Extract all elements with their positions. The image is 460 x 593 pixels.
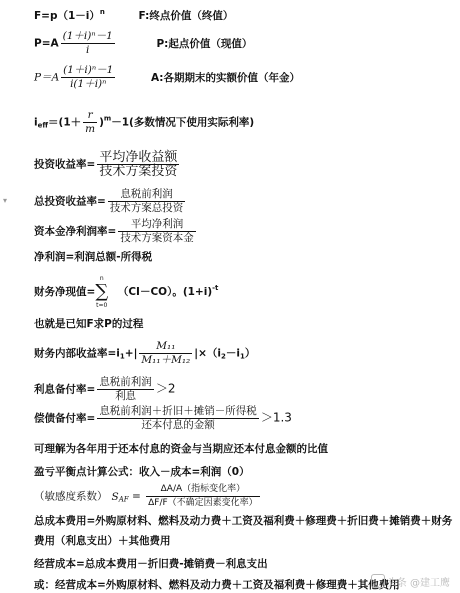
fraction: $\frac{\text{(1＋i)ⁿ－1}}{i}$	[62, 30, 113, 56]
side-marker-icon: ▾	[3, 196, 8, 205]
formula-debt-coverage: 偿债备付率= $\frac{\text{息税前利润＋折旧＋摊销－所得税}}{\text{还本付息的金额}}$ ＞1.3	[34, 405, 292, 431]
future-value-desc: F:终点价值（终值）	[138, 10, 234, 22]
formula-annuity-present: P＝A $\frac{\text{(1＋i)ⁿ－1}}{\text{i(1＋i)ⁿ}}$ A:各期期末的实额价值（年金）	[34, 64, 301, 90]
formula-net-profit: 净利润=利润总额-所得税	[34, 251, 153, 263]
formula-total-investment-return: 总投资收益率= $\frac{\text{息税前利润}}{\text{技术方案总投资}}$	[34, 188, 184, 214]
formula-sensitivity: （敏感度系数） $S_{AF}$ = $\frac{\text{ΔA/A（指标变化率）}}{\text{ΔF/F（不确定因素变化率）}}$	[34, 484, 258, 508]
annuity-desc: A:各期期末的实额价值（年金）	[150, 71, 301, 84]
fraction: $\frac{\text{息税前利润}}{\text{技术方案总投资}}$	[109, 188, 184, 214]
fraction: $\frac{\text{平均净利润}}{\text{技术方案资本金}}$	[120, 218, 194, 244]
formula-operating-cost-alt: 或：经营成本=外购原材料、燃料及动力费＋工资及福利费＋修理费＋其他费用	[34, 579, 400, 591]
formula-future-value: $F=p(1-i)^n$ F:终点价值（终值）	[34, 8, 234, 22]
fraction: $\frac{r}{m}$	[85, 109, 96, 135]
formula-capital-net-profit: 资本金净利润率= $\frac{\text{平均净利润}}{\text{技术方案资本金}}$	[34, 218, 194, 244]
formula-firr: 财务内部收益率$=i_1+|$ $\frac{\text{M₁₁}}{\text{M₁₁＋M₁₂}}$ $|\times(i_2-i_1)$	[34, 340, 256, 366]
formula-fnpv: 财务净现值= n ∑ t=0 （CI－CO）。$(1+i)^{-t}$	[34, 275, 219, 309]
formula-interest-coverage: 利息备付率= $\frac{\text{息税前利润}}{\text{利息}}$ ＞2	[34, 376, 176, 402]
fraction: $\frac{\text{(1＋i)ⁿ－1}}{\text{i(1＋i)ⁿ}}$	[63, 64, 114, 90]
fraction: $\frac{\text{ΔA/A（指标变化率）}}{\text{ΔF/F（不确定因素变化率）}}$	[148, 484, 258, 508]
watermark-icon	[371, 574, 385, 588]
formula-operating-cost: 经营成本=总成本费用－折旧费-摊销费－利息支出	[34, 558, 268, 570]
formula-effective-rate: $i_{eff}=(1+$ $\frac{r}{m}$ )$^m$－1(多数情况下使用实际利率)	[34, 109, 255, 135]
watermark: 头条 @建工鹰	[371, 574, 450, 589]
formula-total-cost-line1: 总成本费用=外购原材料、燃料及动力费＋工资及福利费＋修理费＋折旧费＋摊销费＋财务	[34, 515, 453, 527]
formula-investment-return: 投资收益率= $\frac{\text{平均净收益额}}{\text{技术方案投资}}$	[34, 150, 178, 179]
sum-symbol: n ∑ t=0	[95, 275, 109, 309]
fraction: $\frac{\text{息税前利润＋折旧＋摊销－所得税}}{\text{还本付息的金额}}$	[99, 405, 257, 431]
fraction: $\frac{\text{M₁₁}}{\text{M₁₁＋M₁₂}}$	[141, 340, 191, 366]
note-debt-coverage: 可理解为各年用于还本付息的资金与当期应还本付息金额的比值	[34, 443, 328, 455]
note-inverse: 也就是已知F求P的过程	[34, 318, 144, 330]
formula-breakeven: 盈亏平衡点计算公式：收入－成本=利润（0）	[34, 466, 250, 478]
formula-annuity-future: P=A $\frac{\text{(1＋i)ⁿ－1}}{i}$ P:起点价值（现值）	[34, 30, 253, 56]
fraction: $\frac{\text{息税前利润}}{\text{利息}}$	[99, 376, 152, 402]
fraction: $\frac{\text{平均净收益额}}{\text{技术方案投资}}$	[99, 150, 178, 179]
formula-total-cost-line2: 费用（利息支出）＋其他费用	[34, 535, 171, 547]
present-value-desc: P:起点价值（现值）	[156, 37, 253, 50]
